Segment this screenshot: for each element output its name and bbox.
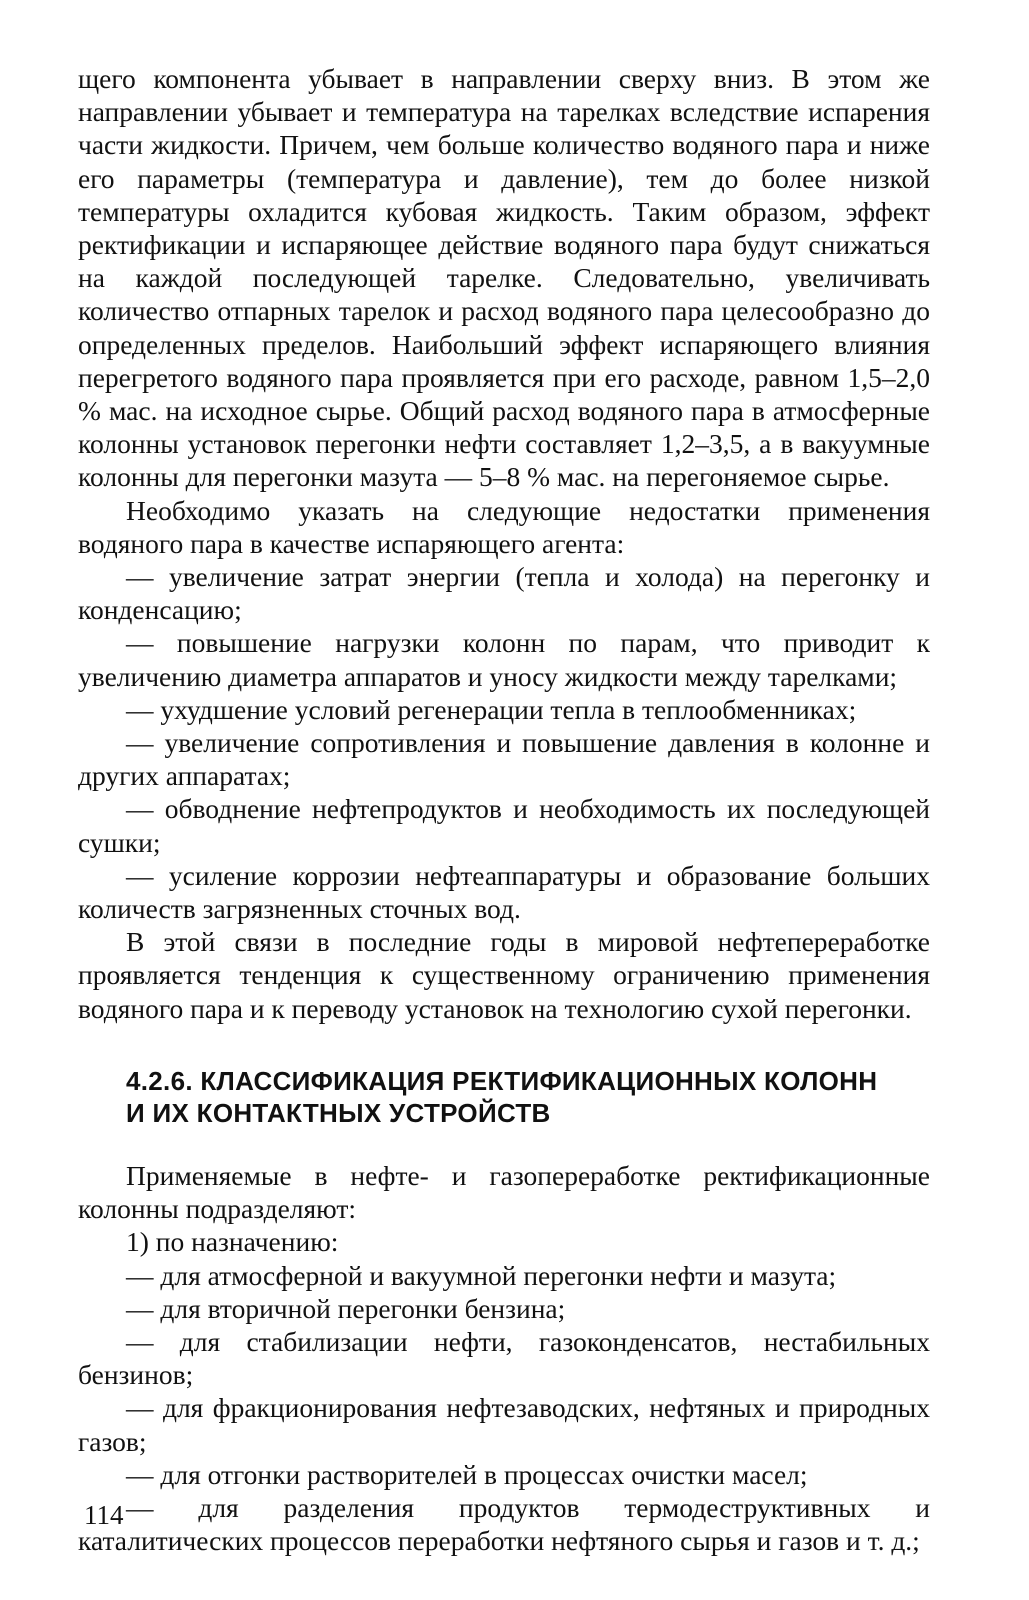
list-item: — увеличение затрат энергии (тепла и холода) на перегонку и конденсацию; (78, 561, 930, 626)
list-item: — для фракционирования нефтезаводских, нефтяных и природных газов; (78, 1392, 930, 1457)
section-heading (126, 1065, 930, 1129)
paragraph-classification-intro: Применяемые в нефте- и газопереработке ректификационные колонны подразделяют: (78, 1159, 930, 1225)
page-number: 114 (84, 1500, 124, 1530)
list-item: — для атмосферной и вакуумной перегонки нефти и мазута; (126, 1259, 837, 1291)
section-heading-line-1: 4.2.6. КЛАССИФИКАЦИЯ РЕКТИФИКАЦИОННЫХ КОЛОНН (126, 1065, 878, 1096)
drawbacks-list (78, 560, 930, 925)
list-item: — для разделения продуктов термодеструктивных и каталитических процессов переработки нефтяного сырья и газов и т. д.; (78, 1491, 930, 1557)
list-item: — для отгонки растворителей в процессах очистки масел; (126, 1458, 808, 1490)
list-item: — повышение нагрузки колонн по парам, что приводит к увеличению диаметра аппаратов и уносу жидкости между тарелками; (78, 627, 930, 692)
list-item: — усиление коррозии нефтеаппаратуры и образование больших количеств загрязненных сточных вод. (78, 859, 930, 925)
criterion-by-purpose: 1) по назначению: (126, 1226, 339, 1258)
list-item: — для стабилизации нефти, газоконденсатов, нестабильных бензинов; (78, 1325, 930, 1391)
paragraph-steam-effect: щего компонента убывает в направлении сверху вниз. В этом же направлении убывает и температура на тарелках вследствие испарения части жидкости. Причем, чем больше количество водяного пара и ниже его параметры (температура и давление), тем до более низкой температуры охладится кубовая жидкость. Таким образом, эффект ректификации и испаряющее действие водяного пара будут снижаться на каждой последующей тарелке. Следовательно, увеличивать количество отпарных тарелок и расход водяного пара целесообразно до определенных пределов. Наибольший эффект испаряющего влияния перегретого водяного пара проявляется при его расходе, равном 1,5–2,0 % мас. на исходное сырье. Общий расход водяного пара в атмосферные колонны установок перегонки нефти составляет 1,2–3,5, а в вакуумные колонны для перегонки мазута — 5–8 % мас. на перегоняемое сырье. (78, 63, 930, 493)
spacer (78, 1129, 930, 1159)
list-item: — ухудшение условий регенерации тепла в теплообменниках; (126, 693, 857, 725)
list-item: — обводнение нефтепродуктов и необходимость их последующей сушки; (78, 793, 930, 858)
paragraph-conclusion: В этой связи в последние годы в мировой нефтепереработке проявляется тенденция к существенному ограничению применения водяного пара и к переводу установок на технологию сухой перегонки. (78, 926, 930, 1024)
section-heading-line-2: И ИХ КОНТАКТНЫХ УСТРОЙСТВ (126, 1097, 551, 1128)
list-item: — увеличение сопротивления и повышение давления в колонне и других аппаратах; (78, 727, 930, 792)
paragraph-drawbacks-intro: Необходимо указать на следующие недостатки применения водяного пара в качестве испаряющего агента: (78, 494, 930, 559)
list-item: — для вторичной перегонки бензина; (126, 1292, 566, 1324)
page-body (78, 62, 930, 1557)
purposes-list (78, 1259, 930, 1558)
